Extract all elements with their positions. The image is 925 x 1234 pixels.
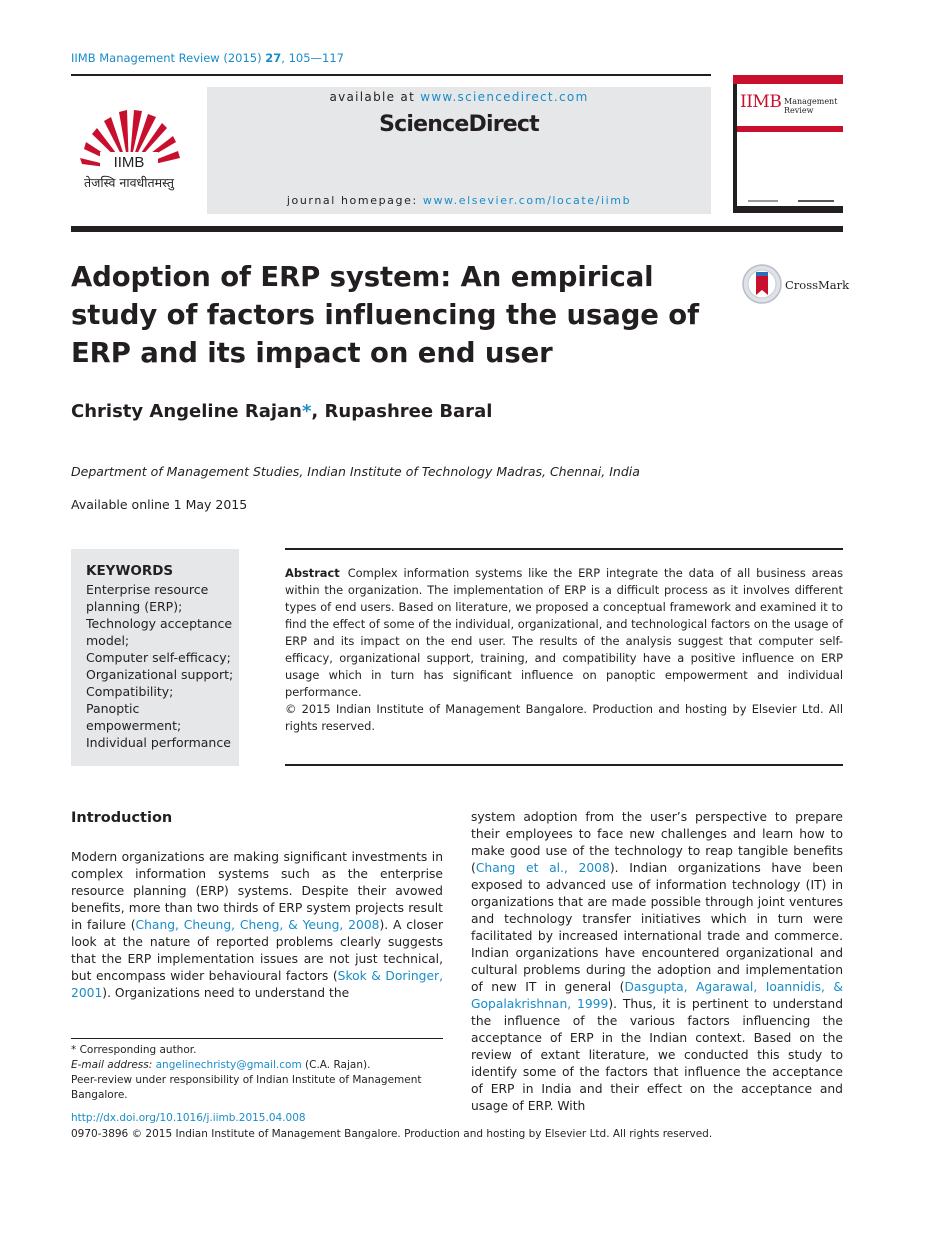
email-note: E-mail address: angelinechristy@gmail.com (C.A. Rajan). [71,1059,371,1071]
top-rule [71,74,711,76]
cover-mid-band [737,126,843,132]
section-title-introduction: Introduction [71,810,173,826]
corresponding-author-note: * Corresponding author. [71,1044,197,1056]
peer-review-note: Peer-review under responsibility of Indian Institute of Management Bangalore. [71,1074,422,1101]
citation-link[interactable]: Chang et al., 2008 [475,861,610,875]
available-at: available at www.sciencedirect.com [329,90,589,104]
keyword-line: planning (ERP); [86,599,183,614]
citation-link[interactable]: Skok & Doringer, 2001 [71,969,443,1000]
abstract-rule-bottom [285,764,843,766]
issn-copyright: 0970-3896 © 2015 Indian Institute of Management Bangalore. Production and hosting by Elsevier Ltd. All rights reserved. [71,1128,713,1140]
keyword-line: Computer self-efficacy; [86,650,231,665]
sciencedirect-title: ScienceDirect [379,112,539,137]
sciencedirect-link[interactable]: www.sciencedirect.com [420,90,589,104]
keyword-line: Technology acceptance [86,616,233,631]
email-link[interactable]: angelinechristy@gmail.com [155,1059,302,1071]
cover-top-band [733,75,843,84]
cover-bottom-band [733,206,843,213]
footnote-rule [71,1038,443,1039]
corresponding-author-marker[interactable]: * [302,401,312,422]
doi-link[interactable]: http://dx.doi.org/10.1016/j.iimb.2015.04.008 [71,1112,306,1124]
crossmark-label[interactable]: CrossMark [785,278,850,292]
journal-homepage: journal homepage: www.elsevier.com/locate/iimb [286,194,632,207]
cover-iimb-text: IIMB [740,92,782,112]
abstract-label: Abstract [285,566,340,580]
abstract-text: Complex information systems like the ERP integrate the data of all business areas within the organization. The implementation of ERP is a difficult process as it involves different types of end users. Based on literature, we proposed a conceptual framework and examined it to find the effect of some of the individual, organizational, and technological factors on the usage of ERP and its impact on the end user. The results of the analysis suggest that computer self-efficacy, organizational support, training, and compatibility have a positive influence on ERP usage which in turn has significant influence on panoptic empowerment and individual performance. [285,566,843,699]
cover-spine [733,75,737,213]
keyword-line: Organizational support; [86,667,234,682]
crossmark-icon[interactable] [742,264,782,304]
affiliation: Department of Management Studies, Indian Institute of Technology Madras, Chennai, India [71,464,640,479]
keyword-line: Enterprise resource [86,582,209,597]
abstract-copyright: © 2015 Indian Institute of Management Bangalore. Production and hosting by Elsevier Ltd. All rights reserved. [285,702,843,733]
iimb-logo-text: IIMB [113,154,145,171]
body-column-right: system adoption from the user’s perspective to prepare their employees to face new challenges and learn how to make good use of the technology to reap tangible benefits (Chang et al., 2008). Indian organizations have been exposed to advanced use of information technology (IT) in organizations that are made possible through joint ventures and technology transfer initiatives which in turn were facilitated by increased international trade and commerce. Indian organizations have encountered organizational and cultural problems during the adoption and implementation of new IT in general (Dasgupta, Agarawal, Ioannidis, & Gopalakrishnan, 1999). Thus, it is pertinent to understand the influence of the various factors influencing the acceptance of ERP in the Indian context. Based on the review of extant literature, we conducted this study to identify some of the factors that influence the acceptance of ERP in India and their effect on the acceptance and usage of ERP. With [471,810,844,1113]
header-rule [71,226,843,232]
keywords-title: KEYWORDS [86,563,174,579]
keyword-line: Individual performance [86,735,231,750]
keyword-line: model; [86,633,130,648]
journal-citation: IIMB Management Review (2015) 27, 105—117 [71,51,344,65]
keywords-list [86,581,236,751]
authors: Christy Angeline Rajan*, Rupashree Baral [71,401,493,422]
cover-footer-marks [748,200,838,203]
journal-volume: 27 [265,51,282,65]
abstract-rule-top [285,548,843,550]
body-column-left: Modern organizations are making significant investments in complex information systems such as the enterprise resource planning (ERP) systems. Despite their avowed benefits, more than two thirds of ERP system projects result in failure (Chang, Cheung, Cheng, & Yeung, 2008). A closer look at the nature of reported problems clearly suggests that the ERP implementation issues are not just technical, but encompass wider behavioural factors (Skok & Doringer, 2001). Organizations need to understand the [71,850,444,1000]
homepage-link[interactable]: www.elsevier.com/locate/iimb [422,194,632,207]
citation-link[interactable]: Dasgupta, Agarawal, Ioannidis, & Gopalakrishnan, 1999 [471,980,843,1011]
article-title: Adoption of ERP system: An empirical study of factors influencing the usage of ERP and its impact on end user [71,261,699,369]
footnotes [71,1043,451,1103]
available-online: Available online 1 May 2015 [71,497,248,512]
keyword-line: Panoptic [86,701,140,716]
abstract [285,565,843,735]
keyword-line: empowerment; [86,718,182,733]
keyword-line: Compatibility; [86,684,174,699]
iimb-motto: तेजस्वि नावधीतमस्तु [83,175,175,190]
cover-subtitle: Management Review [784,97,838,115]
citation-link[interactable]: Chang, Cheung, Cheng, & Yeung, 2008 [135,918,380,932]
